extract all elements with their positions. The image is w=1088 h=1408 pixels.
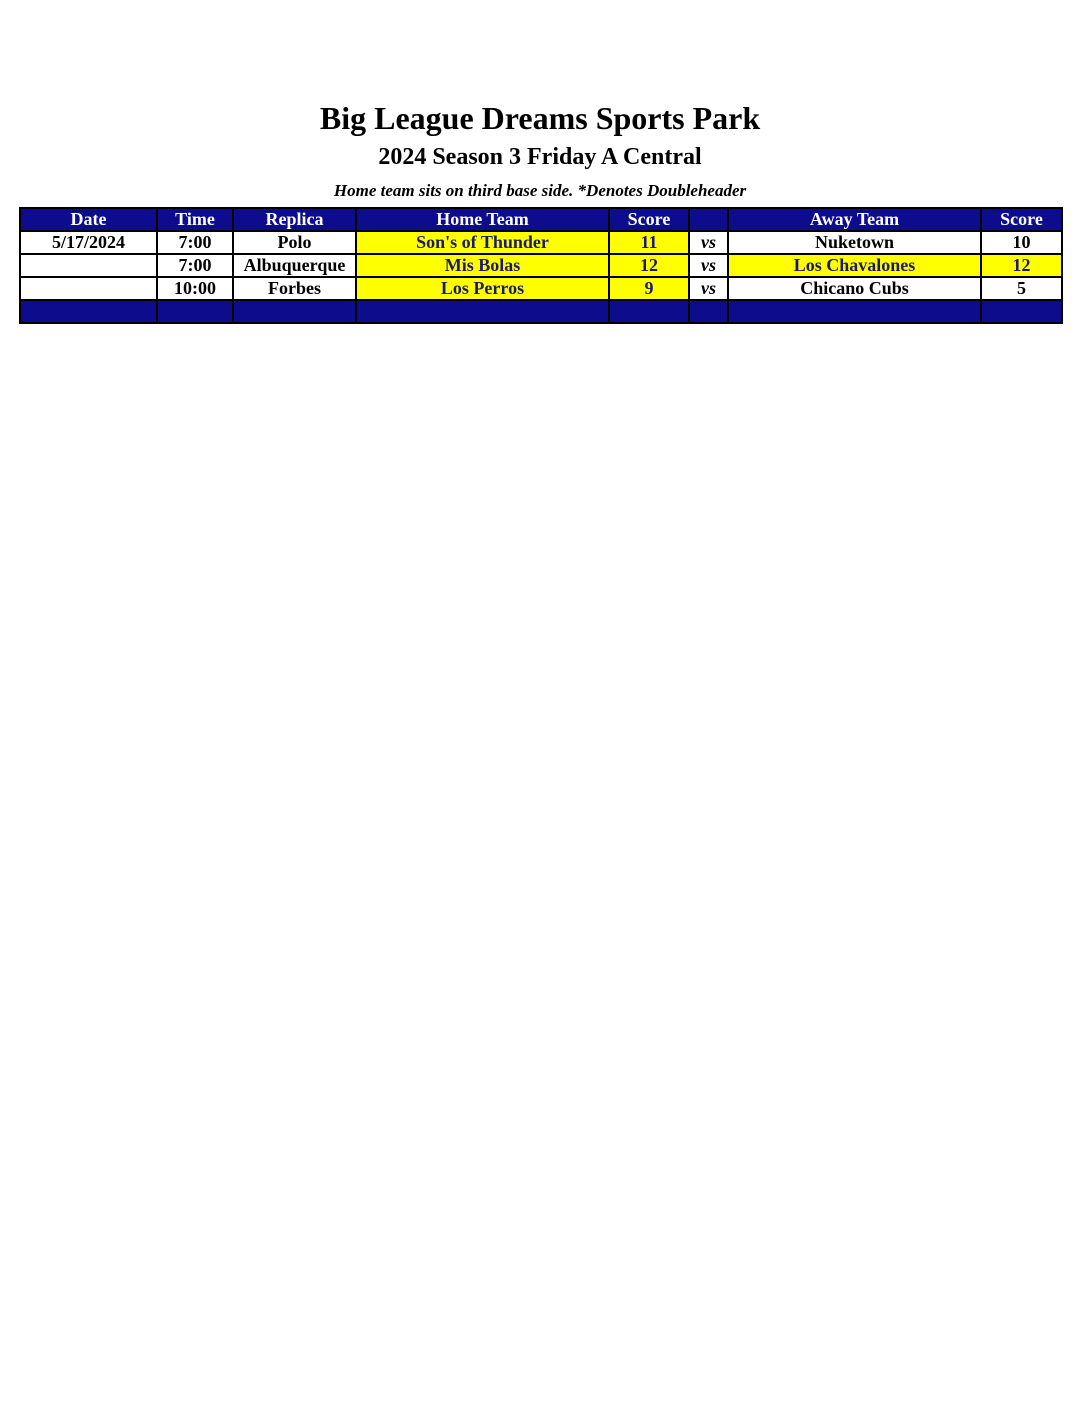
footer-cell	[20, 300, 157, 323]
header-date: Date	[20, 208, 157, 231]
cell-date	[20, 254, 157, 277]
cell-away-score: 12	[981, 254, 1062, 277]
cell-home-team: Mis Bolas	[356, 254, 609, 277]
cell-date	[20, 277, 157, 300]
cell-time: 7:00	[157, 254, 233, 277]
page-title: Big League Dreams Sports Park	[319, 100, 761, 136]
cell-time: 7:00	[157, 231, 233, 254]
header-replica: Replica	[233, 208, 356, 231]
table-footer-row	[20, 300, 1062, 323]
cell-vs: vs	[689, 277, 728, 300]
cell-home-team: Son's of Thunder	[356, 231, 609, 254]
footer-cell	[233, 300, 356, 323]
footer-cell	[356, 300, 609, 323]
table-row	[20, 254, 1062, 277]
cell-home-score: 12	[609, 254, 689, 277]
cell-date: 5/17/2024	[20, 231, 157, 254]
cell-away-team: Chicano Cubs	[728, 277, 981, 300]
cell-replica: Forbes	[233, 277, 356, 300]
cell-replica: Polo	[233, 231, 356, 254]
table-row	[20, 277, 1062, 300]
header-vs	[689, 208, 728, 231]
footer-cell	[157, 300, 233, 323]
cell-away-score: 10	[981, 231, 1062, 254]
header-away-score: Score	[981, 208, 1062, 231]
footer-cell	[609, 300, 689, 323]
schedule-note: Home team sits on third base side. *Denotes Doubleheader	[333, 181, 747, 200]
footer-cell	[728, 300, 981, 323]
cell-home-team: Los Perros	[356, 277, 609, 300]
footer-cell	[689, 300, 728, 323]
schedule-table	[19, 207, 1063, 324]
footer-cell	[981, 300, 1062, 323]
cell-away-team: Nuketown	[728, 231, 981, 254]
header-time: Time	[157, 208, 233, 231]
page-subtitle: 2024 Season 3 Friday A Central	[378, 144, 702, 170]
header-home-team: Home Team	[356, 208, 609, 231]
cell-replica: Albuquerque	[233, 254, 356, 277]
table-row	[20, 231, 1062, 254]
cell-home-score: 9	[609, 277, 689, 300]
header-away-team: Away Team	[728, 208, 981, 231]
table-header-row	[20, 208, 1062, 231]
cell-time: 10:00	[157, 277, 233, 300]
cell-away-team: Los Chavalones	[728, 254, 981, 277]
cell-vs: vs	[689, 231, 728, 254]
cell-vs: vs	[689, 254, 728, 277]
header-home-score: Score	[609, 208, 689, 231]
cell-away-score: 5	[981, 277, 1062, 300]
cell-home-score: 11	[609, 231, 689, 254]
